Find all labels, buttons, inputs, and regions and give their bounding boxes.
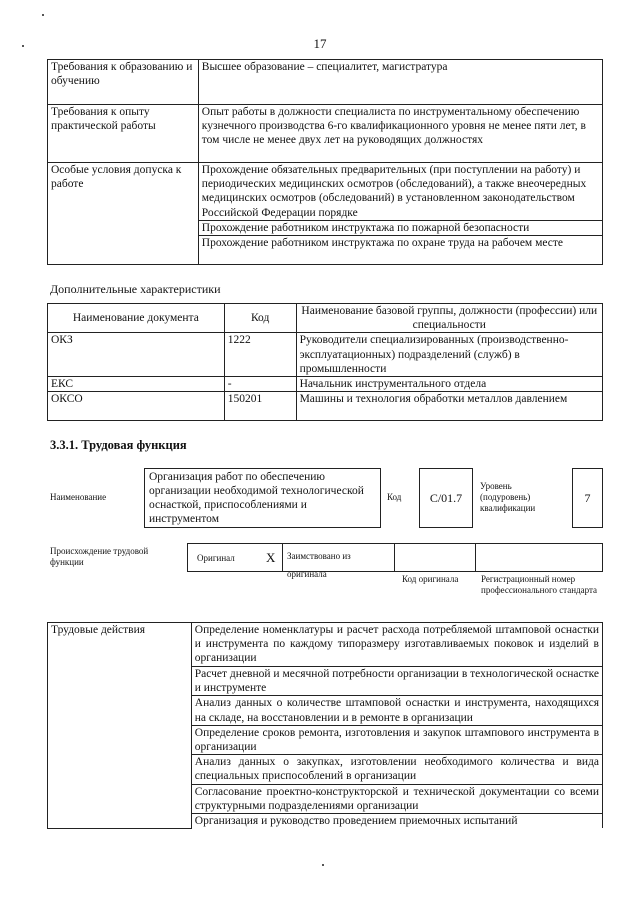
action-item: Согласование проектно-конструкторской и технической документации со всеми структурными подразделениями организации xyxy=(191,784,602,813)
reg-number-label: Регистрационный номер профессионального стандарта xyxy=(481,574,598,595)
table-cell: Машины и технология обработки металлов давлением xyxy=(296,392,602,421)
scan-dot xyxy=(322,864,324,866)
code-original-cell xyxy=(394,543,476,572)
table-header-row xyxy=(48,304,603,333)
original-cell xyxy=(187,543,283,572)
original-label: Оригинал xyxy=(197,553,235,563)
level-label: Уровень (подуровень) квалификации xyxy=(480,481,536,513)
page-number: 17 xyxy=(313,36,327,51)
table-row xyxy=(48,333,603,377)
name-label: Наименование xyxy=(50,492,107,502)
actions-table xyxy=(47,622,603,829)
table-cell: ЕКС xyxy=(48,377,225,392)
action-item: Определение сроков ремонта, изготовления и закупок штампового инструмента в организации xyxy=(191,725,602,754)
scan-dot xyxy=(42,14,44,16)
function-heading: 3.3.1. Трудовая функция xyxy=(50,438,187,452)
requirement-label: Особые условия допуска к работе xyxy=(48,163,199,265)
table-cell: Руководители специализированных (производственно-эксплуатационных) подразделений (служб) в промышленности xyxy=(296,333,602,377)
requirement-value: Прохождение обязательных предварительных (при поступлении на работу) и периодических медицинских осмотров (обследований), а также внеочередных медицинских осмотров (обследований) в установленном законодательством Российской Федерации порядке xyxy=(198,163,602,221)
column-header: Наименование базовой группы, должности (профессии) или специальности xyxy=(296,304,602,333)
table-row xyxy=(48,623,603,667)
action-item: Определение номенклатуры и расчет расхода потребляемой штамповой оснастки и инструмента по каждому типоразмеру изготавливаемых поковок и изделий в организации xyxy=(191,623,602,667)
table-cell: 1222 xyxy=(224,333,296,377)
column-header: Наименование документа xyxy=(48,304,225,333)
table-row xyxy=(48,377,603,392)
function-code: С/01.7 xyxy=(419,468,473,528)
actions-label: Трудовые действия xyxy=(48,623,192,829)
table-cell: - xyxy=(224,377,296,392)
requirement-value: Опыт работы в должности специалиста по инструментальному обеспечению кузнечного производства 6-го квалификационного уровня не менее пяти лет, в том числе не менее двух лет на руководящих должностях xyxy=(198,105,602,163)
function-name: Организация работ по обеспечению организации необходимой технологической оснасткой, приспособлениями и инструментом xyxy=(144,468,381,528)
table-row xyxy=(48,60,603,105)
action-item: Анализ данных о закупках, изготовлении необходимого количества и вида специальных приспособлений в организации xyxy=(191,755,602,784)
additional-title: Дополнительные характеристики xyxy=(50,282,221,296)
reg-number-cell xyxy=(475,543,603,572)
action-item: Расчет дневной и месячной потребности организации в технологической оснастке и инструменте xyxy=(191,667,602,696)
requirement-value: Высшее образование – специалитет, магистратура xyxy=(198,60,602,105)
code-original-label: Код оригинала xyxy=(402,574,459,584)
column-header: Код xyxy=(224,304,296,333)
action-item: Организация и руководство проведением приемочных испытаний xyxy=(191,814,602,829)
table-row xyxy=(48,105,603,163)
origin-label: Происхождение трудовой функции xyxy=(50,546,149,567)
table-cell: ОКЗ xyxy=(48,333,225,377)
table-cell: 150201 xyxy=(224,392,296,421)
requirement-label: Требования к опыту практической работы xyxy=(48,105,199,163)
table-cell: Начальник инструментального отдела xyxy=(296,377,602,392)
table-cell: ОКСО xyxy=(48,392,225,421)
function-level: 7 xyxy=(572,468,603,528)
borrowed-label: Заимствовано из оригинала xyxy=(287,551,351,579)
requirements-table xyxy=(47,59,603,265)
table-row xyxy=(48,392,603,421)
requirement-value: Прохождение работником инструктажа по пожарной безопасности xyxy=(198,221,602,236)
requirement-value: Прохождение работником инструктажа по охране труда на рабочем месте xyxy=(198,236,602,265)
original-mark: Х xyxy=(266,550,276,565)
table-row xyxy=(48,163,603,221)
requirement-label: Требования к образованию и обучению xyxy=(48,60,199,105)
borrowed-cell xyxy=(282,543,395,579)
code-label: Код xyxy=(387,492,402,502)
additional-table xyxy=(47,303,603,421)
action-item: Анализ данных о количестве штамповой оснастки и инструмента, находящихся на складе, на восстановлении и в ремонте в организации xyxy=(191,696,602,725)
